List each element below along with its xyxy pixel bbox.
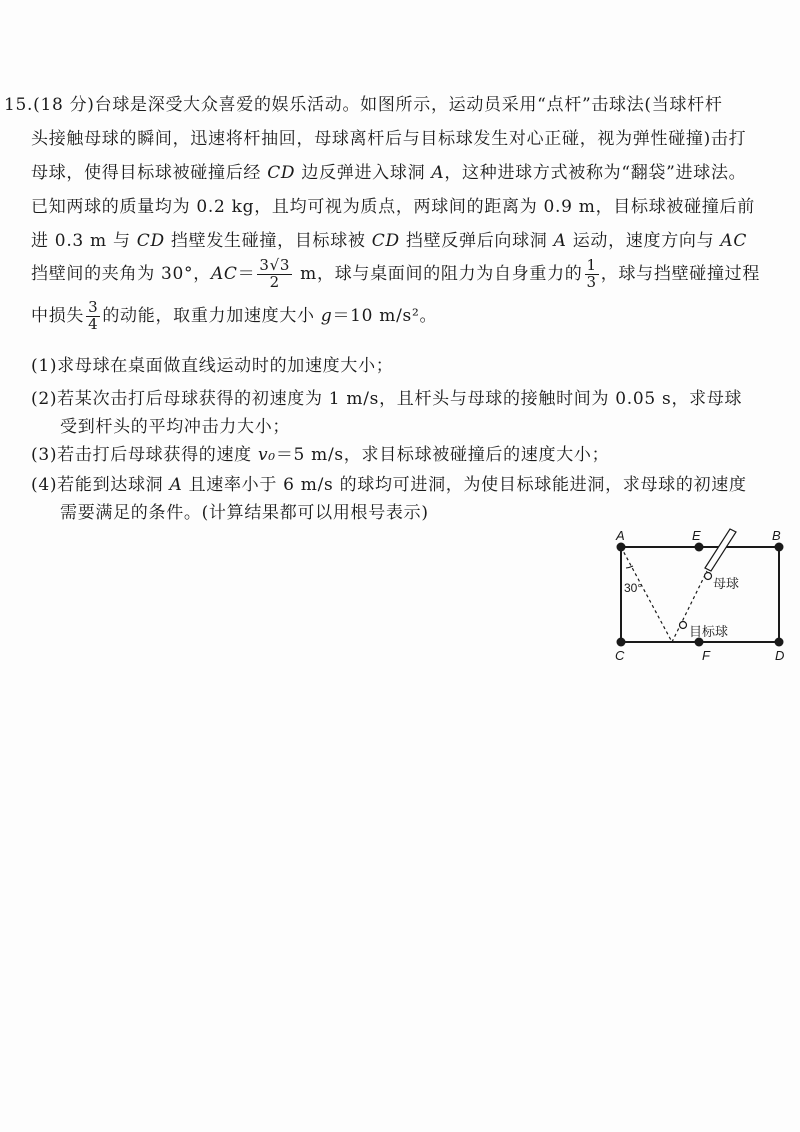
problem-line-1: 15.(18 分)台球是深受大众喜爱的娱乐活动。如图所示，运动员采用“点杆”击球法(当球杆杆: [4, 95, 723, 115]
question-4-cont: 需要满足的条件。(计算结果都可以用根号表示): [60, 503, 429, 523]
pocket-c: [617, 638, 626, 647]
question-3: (3)若击打后母球获得的速度 v₀＝5 m/s，求目标球被碰撞后的速度大小；: [31, 445, 610, 465]
angle-label: 30°: [624, 581, 643, 595]
problem-line-5: 进 0.3 m 与 CD 挡壁发生碰撞，目标球被 CD 挡壁反弹后向球洞 A 运动，速度方向与 AC: [31, 231, 748, 251]
pocket-b: [775, 543, 784, 552]
fraction-ac-length: $\frac{3√3}{2}$: [259, 256, 291, 291]
cue-ball-label: 母球: [713, 576, 740, 591]
pocket-e: [695, 543, 704, 552]
angle-arc: [626, 566, 633, 568]
problem-line-3: 母球，使得目标球被碰撞后经 CD 边反弹进入球洞 A，这种进球方式被称为“翻袋”进球法。: [31, 163, 747, 183]
label-f: F: [702, 648, 710, 663]
question-2: (2)若某次击打后母球获得的初速度为 1 m/s，且杆头与母球的接触时间为 0.05 s，求母球: [31, 389, 743, 409]
target-ball-label: 目标球: [689, 624, 729, 639]
label-d: D: [775, 648, 785, 663]
fraction-resistance: $\frac{1}{3}$: [586, 256, 597, 291]
label-b: B: [772, 528, 781, 543]
question-2-cont: 受到杆头的平均冲击力大小；: [60, 417, 291, 437]
question-4: (4)若能到达球洞 A 且速率小于 6 m/s 的球均可进洞，为使目标球能进洞，求母球的初速度: [31, 475, 747, 495]
pocket-d: [775, 638, 784, 647]
label-e: E: [692, 528, 701, 543]
target-ball: [680, 622, 687, 629]
billiard-table-figure: [604, 528, 800, 668]
problem-line-2: 头接触母球的瞬间，迅速将杆抽回，母球离杆后与目标球发生对心正碰，视为弹性碰撞)击打: [31, 129, 747, 149]
cue-ball: [705, 573, 712, 580]
pocket-a: [617, 543, 626, 552]
problem-line-7: 中损失 $\frac{3}{4}$ 的动能，取重力加速度大小 g＝10 m/s²。: [31, 298, 438, 333]
label-c: C: [615, 648, 625, 663]
fraction-energy-loss: $\frac{3}{4}$: [88, 298, 99, 333]
billiard-diagram: [604, 528, 800, 668]
problem-line-4: 已知两球的质量均为 0.2 kg，且均可视为质点，两球间的距离为 0.9 m，目标球被碰撞后前: [31, 197, 755, 217]
problem-score: (18 分): [33, 95, 95, 115]
question-1: (1)求母球在桌面做直线运动时的加速度大小；: [31, 356, 394, 376]
problem-line-6: 挡壁间的夹角为 30°，AC＝ $\frac{3√3}{2}$ m，球与桌面间的阻力为自身重力的 $\frac{1}{3}$ ，球与挡壁碰撞过程: [31, 256, 761, 291]
problem-number: 15.: [4, 95, 34, 115]
label-a: A: [616, 528, 625, 543]
cue-stick: [705, 529, 736, 571]
